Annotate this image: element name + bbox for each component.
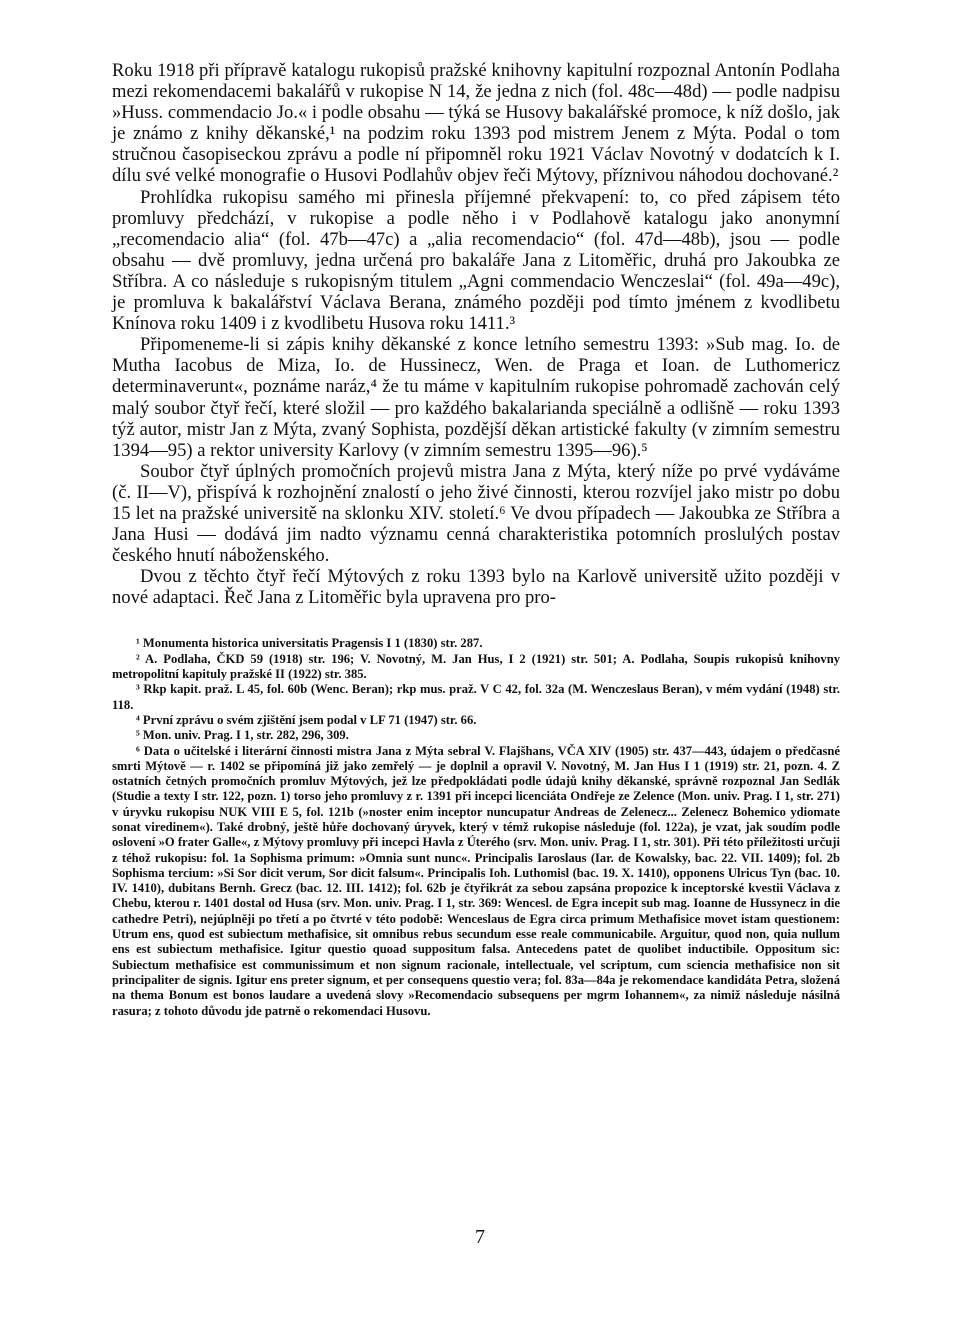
footnote-3: ³ Rkp kapit. praž. L 45, fol. 60b (Wenc. Beran); rkp mus. praž. V C 42, fol. 32a (M. Wenczeslaus Beran), v mém vydání (1948) str. 118. — [112, 682, 840, 712]
paragraph-5: Dvou z těchto čtyř řečí Mýtových z roku 1393 bylo na Karlově universitě užito později v nové adaptaci. Řeč Jana z Litoměřic byla upravena pro pro- — [112, 566, 840, 609]
footnote-4: ⁴ První zprávu o svém zjištění jsem podal v LF 71 (1947) str. 66. — [136, 712, 477, 727]
footnote-6: ⁶ Data o učitelské i literární činnosti mistra Jana z Mýta sebral V. Flajšhans, VČA XIV (1905) str. 437—443, údajem o předčasné smrti Mýtově — r. 1402 se připomíná již jako zemřelý — je doplnil a opravil V. Novotný, M. Jan Hus I 1 (1919) str. 21, pozn. 4. Z ostatních četných promočních promluv Mýtových, jež lze předpokládati podle údajů knihy děkanské, správně rozpoznal Jan Sedlák (Studie a texty I str. 122, pozn. 1) torso jeho promluvy z r. 1391 při incepci licenciáta Ondřeje ze Zelence (Mon. univ. Prag. I 1, str. 271) v úryvku rukopisu NUK VIII E 5, fol. 121b (»noster enim inceptor nuncupatur Andreas de Zelenecz... Zelenecz Bohemico ydiomate sonat viredinem«). Také drobný, ještě hůře dochovaný úryvek, který v témž rukopise následuje (fol. 122a), je vzat, jak soudím podle oslovení »O frater Galle«, z Mýtovy promluvy při incepci Havla z Úterého (srv. Mon. univ. Prag. I 1, str. 301). Při této příležitosti určuji z téhož rukopisu: fol. 1a Sophisma primum: »Omnia sunt nunc«. Principalis Iaroslaus (Iar. de Kowalsky, bac. 22. VII. 1409); fol. 2b Sophisma tercium: »Si Sor dicit verum, Sor dicit falsum«. Principalis Ioh. Luthomisl (bac. 19. X. 1410), opponens Ulricus Tyn (bac. 10. IV. 1410), dubitans Bernh. Grecz (bac. 12. III. 1412); fol. 62b je čtyřikrát za sebou zapsána propozice k inceptorské kvestii Václava z Chebu, kterou r. 1401 dostal od Husa (srv. Mon. univ. Prag. I 1, str. 369: Wencesl. de Egra incepit sub mag. Ioanne de Hussynecz in die cathedre Petri), nejúplněji po třetí a po čtvrté v této podobě: Wenceslaus de Egra circa primum Methafisice movet istam questionem: Utrum ens, quod est subiectum methafisice, sit omnibus rebus secundum esse reale communicabile. Arguitur, quod non, quia nullum ens est subiectum methafisice. Igitur questio quoad suppositum falsa. Antecedens patet de quolibet inductibile. Oppositum sic: Subiectum methafisice est communissimum et non signum racionale, intellectuale, vel scriptum, cum sciencia methafisice non sit principaliter de signis. Igitur ens preter signum, et per consequens questio vera; fol. 83a—84a je rekomendace kandidáta Petra, složená na thema Bonum est bonos laudare a uvedená slovy »Recomendacio subsequens per mgrm Iohannem«, za nimiž následuje násilná rasura; z tohoto důvodu jde patrně o rekomendaci Husovu. — [112, 743, 840, 1018]
footnotes — [112, 636, 840, 1018]
paragraph-4: Soubor čtyř úplných promočních projevů mistra Jana z Mýta, který níže po prvé vydáváme (č. II—V), přispívá k rozhojnění znalostí o jeho živé činnosti, kterou rozvíjel jako mistr po dobu 15 let na pražské universitě na sklonku XIV. století.⁶ Ve dvou případech — Jakoubka ze Stříbra a Jana Husi — dodává jim nadto významu cenná charakteristika potomních proslulých postav českého hnutí náboženského. — [112, 460, 840, 567]
page-content — [112, 60, 840, 1019]
paragraph-3: Připomeneme-li si zápis knihy děkanské z konce letního semestru 1393: »Sub mag. Io. de Mutha Iacobus de Miza, Io. de Hussinecz, Wen. de Praga et Ioan. de Luthomericz determinaverunt«, poznáme naráz,⁴ že tu máme v kapitulním rukopise pohromadě zachován celý malý soubor čtyř řečí, které složil — pro každého bakalarianda speciálně a odlišně — roku 1393 týž autor, mistr Jan z Mýta, zvaný Sophista, pozdější děkan artistické fakulty (v zimním semestru 1394—95) a rektor university Karlovy (v zimním semestru 1395—96).⁵ — [112, 334, 840, 461]
page-number: 7 — [475, 1226, 485, 1248]
footnote-2: ² A. Podlaha, ČKD 59 (1918) str. 196; V. Novotný, M. Jan Hus, I 2 (1921) str. 501; A. Podlaha, Soupis rukopisů knihovny metropolitní kapituly pražské II (1922) str. 385. — [112, 651, 840, 682]
footnote-1: ¹ Monumenta historica universitatis Pragensis I 1 (1830) str. 287. — [136, 636, 483, 651]
main-text — [112, 60, 840, 608]
paragraph-2: Prohlídka rukopisu samého mi přinesla příjemné překvapení: to, co před zápisem této promluvy předchází, v rukopise a podle něho i v Podlahově katalogu jako anonymní „recomendacio alia“ (fol. 47b—47c) a „alia recomendacio“ (fol. 47d—48b), jsou — podle obsahu — dvě promluvy, jedna určená pro bakaláře Jana z Litoměřic, druhá pro Jakoubka ze Stříbra. A co následuje s rukopisným titulem „Agni commendacio Wenczeslai“ (fol. 49a—49c), je promluva k bakalářství Václava Berana, známého později pod tímto jménem z kvodlibetu Knínova roku 1409 i z kvodlibetu Husova roku 1411.³ — [112, 186, 840, 335]
footnote-5: ⁵ Mon. univ. Prag. I 1, str. 282, 296, 309. — [136, 728, 349, 743]
paragraph-1: Roku 1918 při přípravě katalogu rukopisů pražské knihovny kapitulní rozpoznal Antonín Podlaha mezi rekomendacemi bakalářů v rukopise N 14, že jedna z nich (fol. 48c—48d) — podle nadpisu »Huss. commendacio Jo.« i podle obsahu — týká se Husovy bakalářské promoce, k níž došlo, jak je známo z knihy děkanské,¹ na podzim roku 1393 pod mistrem Jenem z Mýta. Podal o tom stručnou časopiseckou zprávu a podle ní připomněl roku 1921 Václav Novotný v dodatcích k I. dílu své velké monografie o Husovi Podlahův objev řeči Mýtovy, příznivou náhodou dochované.² — [112, 60, 840, 187]
